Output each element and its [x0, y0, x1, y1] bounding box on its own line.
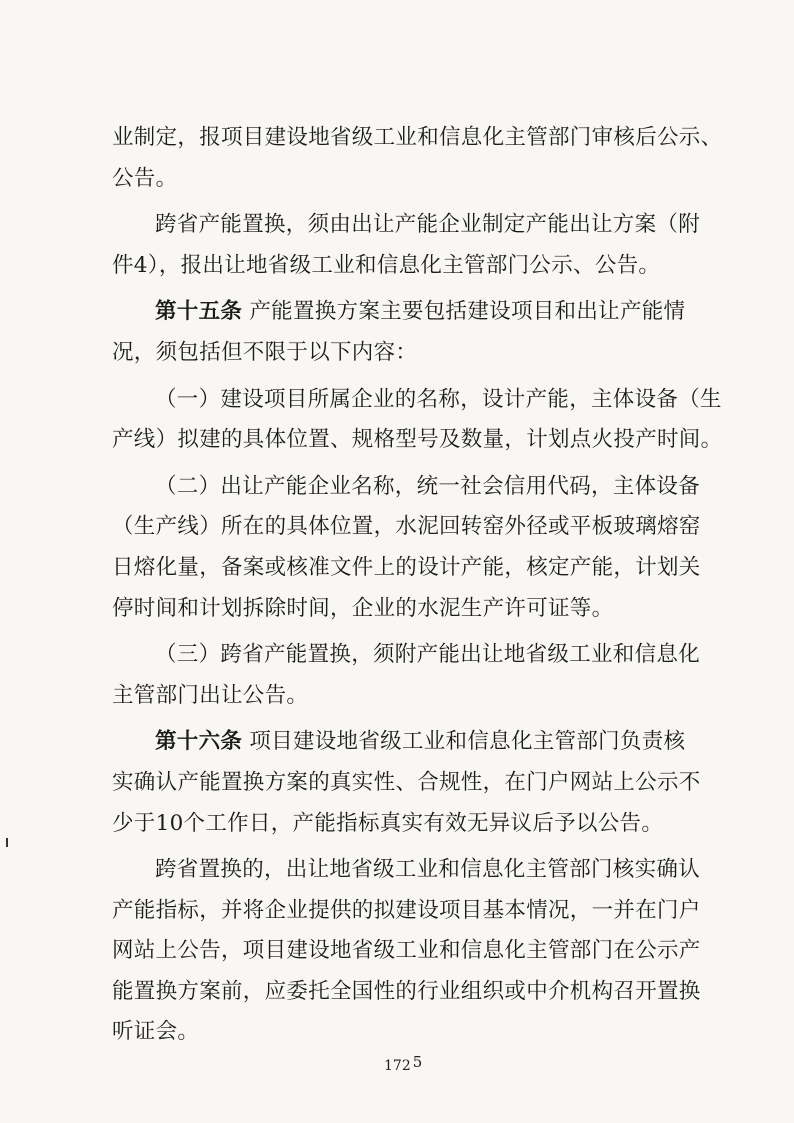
paragraph-line: 日熔化量，备案或核准文件上的设计产能，核定产能，计划关 [112, 554, 701, 580]
page-number-suffix: 5 [412, 1053, 423, 1071]
scan-edge-mark [6, 838, 8, 847]
paragraph-line: 件4），报出让地省级工业和信息化主管部门公示、公告。 [112, 252, 661, 278]
paragraph-line: 产能指标，并将企业提供的拟建设项目基本情况，一并在门户 [112, 897, 701, 923]
paragraph-line: 实确认产能置换方案的真实性、合规性，在门户网站上公示不 [112, 769, 701, 795]
paragraph-line: （二）出让产能企业名称，统一社会信用代码，主体设备 [155, 473, 701, 499]
article-16-line [112, 722, 712, 763]
paragraph-line: 能置换方案前，应委托全国性的行业组织或中介机构召开置换 [112, 978, 701, 1004]
article-text: 产能置换方案主要包括建设项目和出让产能情 [249, 299, 686, 325]
paragraph-line: 公告。 [112, 165, 178, 191]
paragraph-line: 跨省产能置换，须由出让产能企业制定产能出让方案（附 [155, 212, 701, 238]
paragraph-line: 听证会。 [112, 1019, 200, 1045]
page-number-main: 172 [384, 1058, 411, 1074]
paragraph-line: 网站上公告，项目建设地省级工业和信息化主管部门在公示产 [112, 938, 701, 964]
paragraph-line: （一）建设项目所属企业的名称，设计产能，主体设备（生 [155, 386, 722, 412]
paragraph-line: 产线）拟建的具体位置、规格型号及数量，计划点火投产时间。 [112, 427, 723, 453]
paragraph-line: 停时间和计划拆除时间，企业的水泥生产许可证等。 [112, 595, 614, 621]
paragraph-line: 况，须包括但不限于以下内容： [112, 339, 418, 365]
article-heading: 第十五条 [155, 299, 243, 325]
body-text [112, 118, 723, 1053]
article-15-line [112, 292, 712, 333]
paragraph-line: （三）跨省产能置换，须附产能出让地省级工业和信息化 [155, 642, 701, 668]
page-number [384, 1053, 423, 1074]
paragraph-line: 跨省置换的，出让地省级工业和信息化主管部门核实确认 [155, 857, 701, 883]
paragraph-line: 少于10个工作日，产能指标真实有效无异议后予以公告。 [112, 810, 664, 836]
article-text: 项目建设地省级工业和信息化主管部门负责核 [249, 729, 686, 755]
paragraph-line: 业制定，报项目建设地省级工业和信息化主管部门审核后公示、 [112, 125, 723, 150]
paragraph-line: （生产线）所在的具体位置，水泥回转窑外径或平板玻璃熔窑 [112, 514, 701, 540]
paragraph-line: 主管部门出让公告。 [112, 682, 309, 708]
article-heading: 第十六条 [155, 729, 243, 755]
